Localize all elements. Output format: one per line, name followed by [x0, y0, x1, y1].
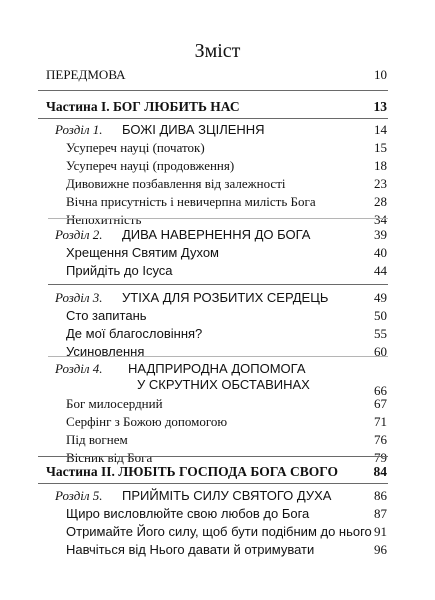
toc-entry: [0, 244, 435, 262]
toc-entry-title: Де мої благословіння?: [66, 326, 203, 341]
toc-page-number: 44: [374, 263, 387, 278]
toc-entry-chapter5: [0, 487, 435, 505]
toc-entry-title: Бог милосердний: [66, 396, 163, 411]
toc-entry-title: Отримайте Його силу, щоб бути подібним до нього: [66, 524, 372, 539]
toc-entry-title: Під вогнем: [66, 432, 128, 447]
toc-entry: [0, 523, 435, 541]
toc-entry-chapter3: [0, 289, 435, 307]
divider: [38, 90, 388, 91]
toc-entry-title: ПЕРЕДМОВА: [46, 67, 126, 82]
chapter-prefix: Розділ 2.: [55, 227, 103, 242]
toc-entry: [0, 541, 435, 559]
chapter-prefix: Розділ 5.: [55, 488, 103, 503]
toc-entry-title-cont: У СКРУТНИХ ОБСТАВИНАХ: [137, 377, 310, 392]
toc-entry-chapter2: [0, 226, 435, 244]
toc-page-number: 84: [373, 464, 387, 479]
chapter-prefix: Розділ 4.: [55, 361, 103, 376]
toc-entry-title: Щиро висловлюйте свою любов до Бога: [66, 506, 310, 521]
toc-entry-title: Вічна присутність і невичерпна милість Бога: [66, 194, 316, 209]
divider: [38, 483, 388, 484]
toc-entry-title: НАДПРИРОДНА ДОПОМОГА: [128, 361, 306, 376]
toc-entry: [0, 431, 435, 449]
toc-page-number: 96: [374, 542, 387, 557]
toc-page-number: 71: [374, 414, 387, 429]
divider: [48, 218, 388, 219]
toc-entry-chapter4-cont: [0, 376, 435, 398]
toc-entry-title: Хрещення Святим Духом: [66, 245, 219, 260]
toc-page-number: 66: [374, 383, 387, 398]
toc-page-number: 79: [374, 450, 387, 465]
toc-page-number: 28: [374, 194, 387, 209]
toc-entry: [0, 307, 435, 325]
toc-entry-title: Вісник від Бога: [66, 450, 153, 465]
toc-page-number: 86: [374, 488, 387, 503]
toc-page-number: 10: [374, 67, 387, 82]
toc-entry-title: Дивовижне позбавлення від залежності: [66, 176, 286, 191]
toc-page-number: 40: [374, 245, 387, 260]
toc-page-number: 34: [374, 212, 387, 227]
toc-entry-title: ДИВА НАВЕРНЕННЯ ДО БОГА: [122, 227, 311, 242]
toc-page-number: 55: [374, 326, 387, 341]
toc-page-number: 50: [374, 308, 387, 323]
toc-page-number: 18: [374, 158, 387, 173]
toc-entry-title: Частина І. БОГ ЛЮБИТЬ НАС: [46, 99, 240, 114]
toc-page-number: 87: [374, 506, 387, 521]
toc-entry-title: Навчіться від Нього давати й отримувати: [66, 542, 315, 557]
toc-entry-title: УТІХА ДЛЯ РОЗБИТИХ СЕРДЕЦЬ: [122, 290, 329, 305]
toc-entry: [0, 175, 435, 193]
toc-entry: [0, 193, 435, 211]
divider: [38, 456, 388, 457]
toc-entry-part2: [0, 463, 435, 481]
toc-entry-title: Усупереч науці (продовження): [66, 158, 235, 173]
toc-entry: [0, 325, 435, 343]
toc-page-number: 23: [374, 176, 387, 191]
chapter-prefix: Розділ 1.: [55, 122, 103, 137]
toc-page-number: 15: [374, 140, 387, 155]
toc-page-number: 14: [374, 122, 387, 137]
toc-page-number: 60: [374, 344, 387, 359]
divider: [38, 118, 388, 119]
divider: [48, 284, 388, 285]
toc-page-number: 76: [374, 432, 387, 447]
toc-entry-chapter1: [0, 121, 435, 139]
toc-page-number: 13: [373, 99, 387, 114]
chapter-prefix: Розділ 3.: [55, 290, 103, 305]
toc-entry-title: Усупереч науці (початок): [66, 140, 205, 155]
toc-entry: [0, 157, 435, 175]
page-title: Зміст: [194, 40, 241, 62]
toc-entry: [0, 262, 435, 280]
toc-entry-title: БОЖІ ДИВА ЗЦІЛЕННЯ: [122, 122, 265, 137]
toc-entry: [0, 413, 435, 431]
toc-entry-title: Прийдіть до Ісуса: [66, 263, 173, 278]
toc-entry: [0, 395, 435, 413]
toc-page-number: 39: [374, 227, 387, 242]
toc-entry: [0, 505, 435, 523]
toc-entry-title: Непохитність: [66, 212, 142, 227]
toc-entry-title: Частина ІІ. ЛЮБІТЬ ГОСПОДА БОГА СВОГО: [46, 464, 338, 479]
toc-page-number: 67: [374, 396, 387, 411]
toc-entry-part1: [0, 98, 435, 116]
toc-entry: [0, 139, 435, 157]
toc-page-number: 49: [374, 290, 387, 305]
toc-entry-foreword: [0, 66, 435, 84]
toc-entry-title: ПРИЙМІТЬ СИЛУ СВЯТОГО ДУХА: [122, 488, 332, 503]
toc-entry: [0, 343, 435, 361]
divider: [48, 356, 388, 357]
toc-entry-title: Усиновлення: [66, 344, 145, 359]
toc-page-number: 91: [374, 524, 387, 539]
toc-entry-title: Сто запитань: [66, 308, 147, 323]
toc-entry-title: Серфінг з Божою допомогою: [66, 414, 228, 429]
